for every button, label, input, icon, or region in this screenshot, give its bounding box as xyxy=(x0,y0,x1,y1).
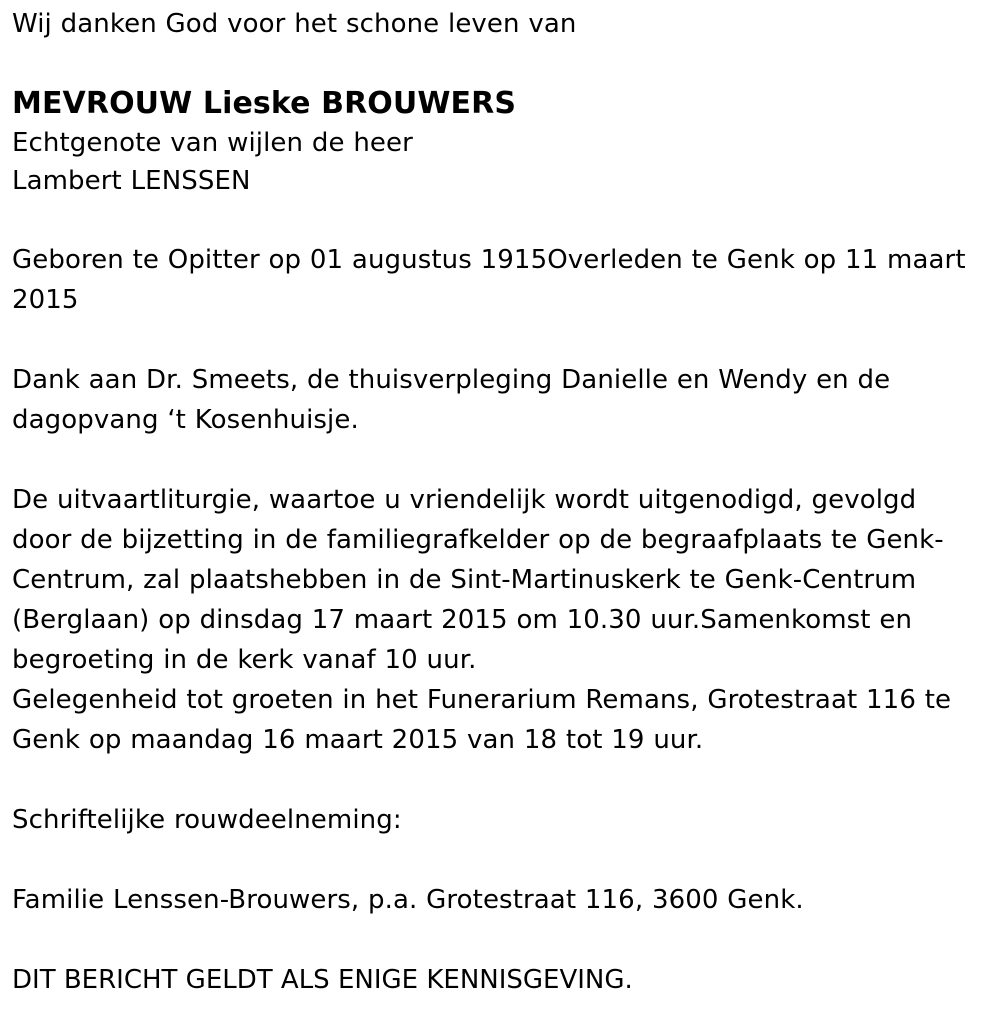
deceased-name: MEVROUW Lieske BROUWERS xyxy=(12,86,517,121)
birth-death-dates: Geboren te Opitter op 01 augustus 1915Overleden te Genk op 11 maart 2015 xyxy=(12,245,966,315)
relation-block xyxy=(12,124,980,200)
spacer-before-address xyxy=(12,840,980,880)
spacer-before-thanks xyxy=(12,320,980,360)
spacer-before-service xyxy=(12,440,980,480)
service-paragraph: De uitvaartliturgie, waartoe u vriendelijk wordt uitgenodigd, gevolgd door de bijzetting in de familiegrafkelder op de begraafplaats te Genk-Centrum, zal plaatshebben in de Sint-Martinuskerk te Genk-Centrum (Berglaan) op dinsdag 17 maart 2015 om 10.30 uur.Samenkomst en begroeting in de kerk vanaf 10 uur. xyxy=(12,485,944,675)
visitation-paragraph: Gelegenheid tot groeten in het Funerarium Remans, Grotestraat 116 te Genk op maandag 16 maart 2015 van 18 tot 19 uur. xyxy=(12,685,952,755)
relation-line-1: Echtgenote van wijlen de heer xyxy=(12,128,413,158)
spacer-before-condolence xyxy=(12,760,980,800)
spacer-before-name xyxy=(12,44,980,84)
condolence-label: Schriftelijke rouwdeelneming: xyxy=(12,805,402,835)
relation-line-2: Lambert LENSSEN xyxy=(12,166,251,196)
spacer-before-dates xyxy=(12,200,980,240)
condolence-address: Familie Lenssen-Brouwers, p.a. Grotestraat 116, 3600 Genk. xyxy=(12,885,804,915)
spacer-before-final-note xyxy=(12,920,980,960)
intro-line: Wij danken God voor het schone leven van xyxy=(12,9,577,39)
final-note: DIT BERICHT GELDT ALS ENIGE KENNISGEVING. xyxy=(12,965,633,995)
thanks-paragraph: Dank aan Dr. Smeets, de thuisverpleging Danielle en Wendy en de dagopvang ‘t Kosenhuisje. xyxy=(12,365,891,435)
